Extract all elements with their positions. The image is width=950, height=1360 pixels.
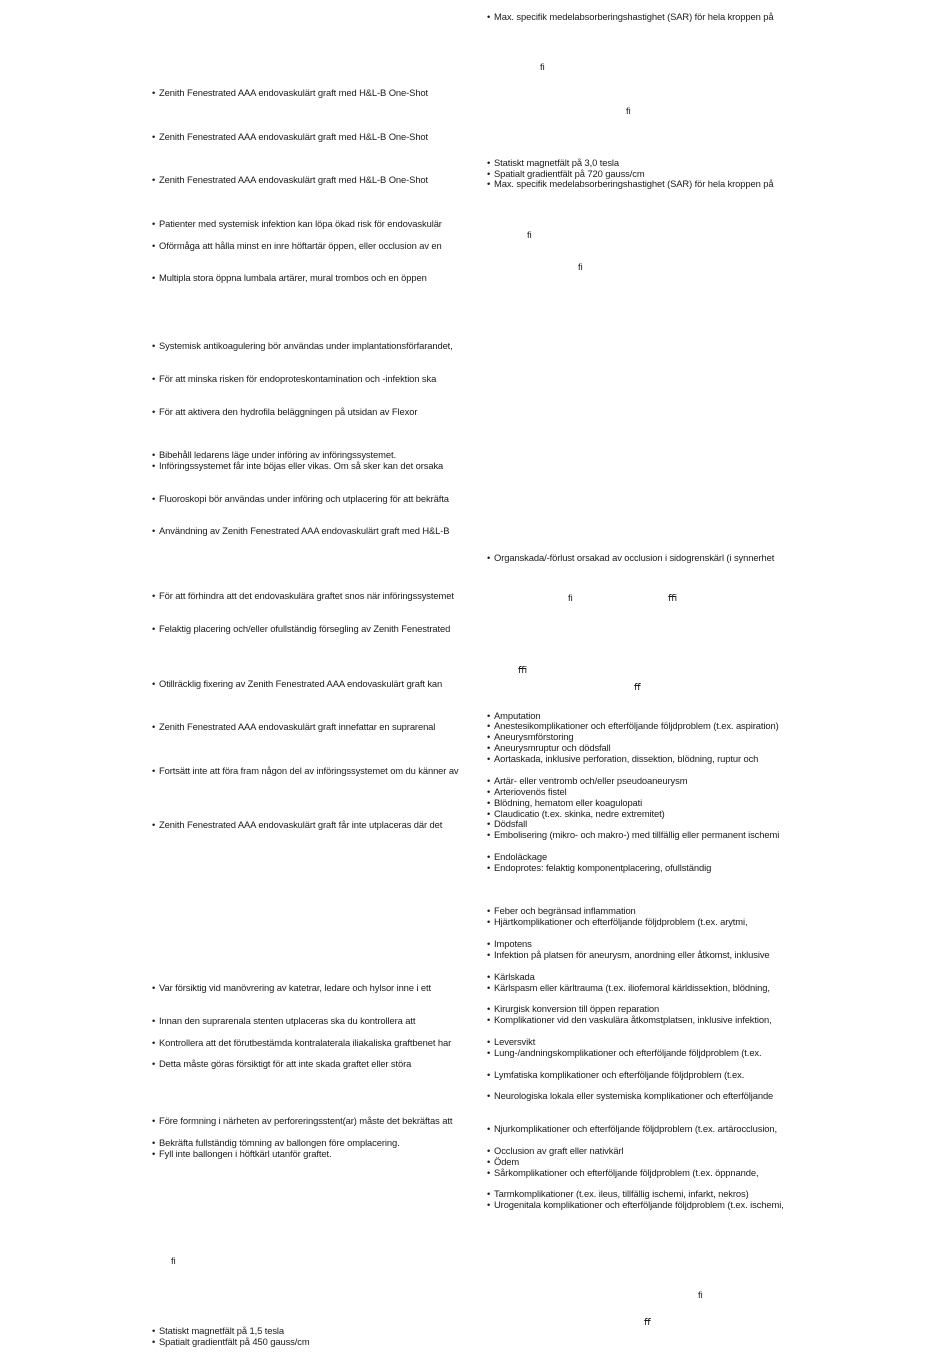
list-item: • Njurkomplikationer och efterföljande följdproblem (t.ex. artärocclusion, xyxy=(487,1123,778,1134)
list-item: • Dödsfall xyxy=(487,818,528,829)
list-item: • Bibehåll ledarens läge under införing av införingssystemet. xyxy=(152,449,396,460)
list-item: • Detta måste göras försiktigt för att inte skada graftet eller störa xyxy=(152,1058,412,1069)
list-item: • Fluoroskopi bör användas under införing och utplacering för att bekräfta xyxy=(152,493,449,504)
list-item: • Hjärtkomplikationer och efterföljande följdproblem (t.ex. arytmi, xyxy=(487,916,748,927)
list-item: • Systemisk antikoagulering bör användas under implantationsförfarandet, xyxy=(152,340,453,351)
list-item: • För att förhindra att det endovaskulära graftet snos när införingssystemet xyxy=(152,590,454,601)
list-item: • Lymfatiska komplikationer och efterföljande följdproblem (t.ex. xyxy=(487,1069,745,1080)
list-item: • Zenith Fenestrated AAA endovaskulärt graft får inte utplaceras där det xyxy=(152,819,443,830)
ligature-glyph: ﬁ xyxy=(171,1255,176,1266)
list-item: • Max. specifik medelabsorberingshastighet (SAR) för hela kroppen på xyxy=(487,178,774,189)
list-item: • Före formning i närheten av perforeringsstent(ar) måste det bekräftas att xyxy=(152,1115,453,1126)
list-item: • Zenith Fenestrated AAA endovaskulärt graft med H&L-B One-Shot xyxy=(152,174,429,185)
list-item: • Endoläckage xyxy=(487,851,548,862)
ligature-glyph: ﬃ xyxy=(518,664,528,675)
list-item: • Användning av Zenith Fenestrated AAA endovaskulärt graft med H&L-B xyxy=(152,525,450,536)
list-item: • Aneurysmförstoring xyxy=(487,731,574,742)
list-item: • Kontrollera att det förutbestämda kontralaterala iliakaliska graftbenet har xyxy=(152,1037,452,1048)
list-item: • Spatialt gradientfält på 720 gauss/cm xyxy=(487,168,645,179)
ligature-glyph: ﬁ xyxy=(540,61,545,72)
list-item: • Ödem xyxy=(487,1156,520,1167)
list-item: • Otillräcklig fixering av Zenith Fenestrated AAA endovaskulärt graft kan xyxy=(152,678,443,689)
ligature-glyph: ﬃ xyxy=(668,592,678,603)
list-item: • Leversvikt xyxy=(487,1036,536,1047)
list-item: • Aortaskada, inklusive perforation, dissektion, blödning, ruptur och xyxy=(487,753,759,764)
list-item: • Neurologiska lokala eller systemiska komplikationer och efterföljande xyxy=(487,1090,774,1101)
list-item: • Lung-/andningskomplikationer och efterföljande följdproblem (t.ex. xyxy=(487,1047,762,1058)
list-item: • Spatialt gradientfält på 450 gauss/cm xyxy=(152,1336,310,1347)
ligature-glyph: ﬁ xyxy=(568,592,573,603)
list-item: • Amputation xyxy=(487,710,541,721)
list-item: • Occlusion av graft eller nativkärl xyxy=(487,1145,624,1156)
list-item: • Sårkomplikationer och efterföljande följdproblem (t.ex. öppnande, xyxy=(487,1167,759,1178)
list-item: • Zenith Fenestrated AAA endovaskulärt graft med H&L-B One-Shot xyxy=(152,87,429,98)
list-item: • Impotens xyxy=(487,938,532,949)
list-item: • Blödning, hematom eller koagulopati xyxy=(487,797,643,808)
list-item: • Fyll inte ballongen i höftkärl utanför graftet. xyxy=(152,1148,332,1159)
list-item: • Anestesikomplikationer och efterföljande följdproblem (t.ex. aspiration) xyxy=(487,720,779,731)
list-item: • Embolisering (mikro- och makro-) med tillfällig eller permanent ischemi xyxy=(487,829,780,840)
list-item: • Urogenitala komplikationer och efterföljande följdproblem (t.ex. ischemi, xyxy=(487,1199,784,1210)
list-item: • Organskada/-förlust orsakad av occlusion i sidogrenskärl (i synnerhet xyxy=(487,552,775,563)
list-item: • Tarmkomplikationer (t.ex. ileus, tillfällig ischemi, infarkt, nekros) xyxy=(487,1188,749,1199)
list-item: • Felaktig placering och/eller ofullständig försegling av Zenith Fenestrated xyxy=(152,623,451,634)
list-item: • Statiskt magnetfält på 1,5 tesla xyxy=(152,1325,284,1336)
list-item: • Var försiktig vid manövrering av katetrar, ledare och hylsor inne i ett xyxy=(152,982,432,993)
list-item: • Feber och begränsad inflammation xyxy=(487,905,636,916)
list-item: • För att aktivera den hydrofila beläggningen på utsidan av Flexor xyxy=(152,406,418,417)
list-item: • Kärlskada xyxy=(487,971,535,982)
list-item: • Endoprotes: felaktig komponentplacering, ofullständig xyxy=(487,862,712,873)
list-item: • Zenith Fenestrated AAA endovaskulärt graft innefattar en suprarenal xyxy=(152,721,436,732)
list-item: • Artär- eller ventromb och/eller pseudoaneurysm xyxy=(487,775,688,786)
list-item: • Zenith Fenestrated AAA endovaskulärt graft med H&L-B One-Shot xyxy=(152,131,429,142)
ligature-glyph: ﬀ xyxy=(634,681,641,692)
list-item: • Statiskt magnetfält på 3,0 tesla xyxy=(487,157,619,168)
ligature-glyph: ﬁ xyxy=(527,229,532,240)
list-item: • Fortsätt inte att föra fram någon del av införingssystemet om du känner av xyxy=(152,765,459,776)
list-item: • Bekräfta fullständig tömning av ballongen före omplacering. xyxy=(152,1137,400,1148)
ligature-glyph: ﬀ xyxy=(644,1316,651,1327)
list-item: • Arteriovenös fistel xyxy=(487,786,567,797)
list-item: • Kirurgisk konversion till öppen reparation xyxy=(487,1003,660,1014)
list-item: • Innan den suprarenala stenten utplaceras ska du kontrollera att xyxy=(152,1015,416,1026)
ligature-glyph: ﬁ xyxy=(626,105,631,116)
list-item: • Infektion på platsen för aneurysm, anordning eller åtkomst, inklusive xyxy=(487,949,770,960)
list-item: • Claudicatio (t.ex. skinka, nedre extremitet) xyxy=(487,808,665,819)
ligature-glyph: ﬁ xyxy=(698,1289,703,1300)
list-item: • Max. specifik medelabsorberingshastighet (SAR) för hela kroppen på xyxy=(487,11,774,22)
list-item: • Kärlspasm eller kärltrauma (t.ex. iliofemoral kärldissektion, blödning, xyxy=(487,982,770,993)
ligature-glyph: ﬁ xyxy=(578,261,583,272)
list-item: • För att minska risken för endoproteskontamination och -infektion ska xyxy=(152,373,437,384)
list-item: • Multipla stora öppna lumbala artärer, mural trombos och en öppen xyxy=(152,272,427,283)
list-item: • Aneurysmruptur och dödsfall xyxy=(487,742,611,753)
list-item: • Oförmåga att hålla minst en inre höftartär öppen, eller occlusion av en xyxy=(152,240,442,251)
list-item: • Patienter med systemisk infektion kan löpa ökad risk för endovaskulär xyxy=(152,218,442,229)
list-item: • Komplikationer vid den vaskulära åtkomstplatsen, inklusive infektion, xyxy=(487,1014,772,1025)
list-item: • Införingssystemet får inte böjas eller vikas. Om så sker kan det orsaka xyxy=(152,460,444,471)
